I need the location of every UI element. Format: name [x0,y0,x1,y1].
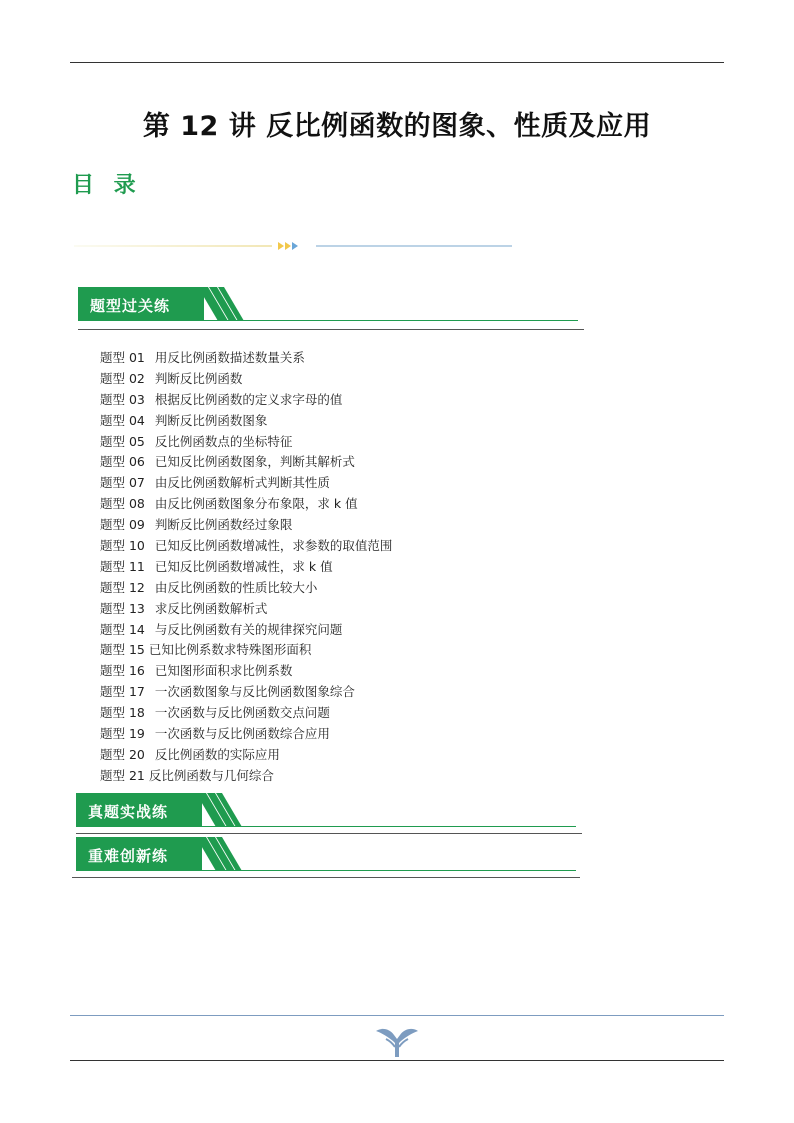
topic-number: 题型 17 [100,684,145,700]
section-label-practice: 题型过关练 [90,297,171,315]
topic-title: 由反比例函数的性质比较大小 [154,579,318,595]
topic-item[interactable] [100,390,392,411]
topic-number: 题型 14 [100,621,145,637]
topic-item[interactable] [100,536,392,557]
logo-icon [372,1025,422,1059]
topic-item[interactable] [100,703,392,724]
topic-title: 用反比例函数描述数量关系 [154,350,305,365]
topic-number: 题型 21 [100,767,145,783]
section-banner-practice [78,287,584,335]
divider-left-line [74,245,272,247]
topic-item[interactable] [100,432,392,453]
topic-item[interactable] [100,369,392,390]
topic-list [100,348,392,787]
topic-number: 题型 07 [100,475,145,491]
topic-title: 一次函数图象与反比例函数图象综合 [154,684,355,700]
topic-number: 题型 02 [100,370,145,386]
topic-number: 题型 20 [100,746,145,762]
topic-number: 题型 06 [100,454,145,470]
section-rule-practice [130,320,578,321]
divider-right-line [316,245,512,247]
topic-number: 题型 08 [100,496,145,512]
topic-item[interactable] [100,745,392,766]
topic-number: 题型 18 [100,705,145,721]
topic-title: 已知比例系数求特殊图形面积 [148,642,312,658]
topic-title: 判断反比例函数经过象限 [154,517,293,533]
topic-item[interactable] [100,515,392,536]
topic-title: 判断反比例函数 [154,370,243,386]
toc-heading: 目 录 [72,173,142,198]
topic-title: 一次函数与反比例函数综合应用 [154,726,330,742]
topic-item[interactable] [100,724,392,745]
page-title: 第 12 讲 反比例函数的图象、性质及应用 [142,111,652,142]
topic-number: 题型 03 [100,391,145,407]
topic-item[interactable] [100,620,392,641]
topic-number: 题型 09 [100,517,145,533]
topic-title: 已知反比例函数增减性，求 k 值 [154,558,333,574]
topic-item[interactable] [100,348,392,369]
topic-title: 反比例函数点的坐标特征 [154,433,293,449]
topic-item[interactable] [100,494,392,515]
topic-number: 题型 11 [100,558,145,574]
section-underline-practice [78,329,584,330]
topic-title: 反比例函数的实际应用 [154,746,280,762]
topic-number: 题型 13 [100,600,145,616]
topic-title: 与反比例函数有关的规律探究问题 [154,621,343,637]
section-rule-advanced [128,870,576,871]
topic-number: 题型 12 [100,579,145,595]
topic-title: 一次函数与反比例函数交点问题 [154,705,330,721]
topic-number: 题型 19 [100,726,145,742]
topic-item[interactable] [100,766,392,787]
topic-title: 已知反比例函数增减性，求参数的取值范围 [154,538,393,554]
topic-title: 已知反比例函数图象，判断其解析式 [154,454,355,470]
topic-item[interactable] [100,557,392,578]
topic-number: 题型 10 [100,538,145,554]
topic-item[interactable] [100,661,392,682]
topic-item[interactable] [100,599,392,620]
topic-item[interactable] [100,452,392,473]
topic-item[interactable] [100,411,392,432]
topic-item[interactable] [100,473,392,494]
topic-number: 题型 16 [100,663,145,679]
topic-title: 求反比例函数解析式 [154,600,268,616]
section-label-real-exam: 真题实战练 [88,803,169,821]
section-label-advanced: 重难创新练 [88,847,169,865]
topic-title: 反比例函数与几何综合 [148,767,274,783]
topic-title: 判断反比例函数图象 [154,412,268,428]
topic-title: 由反比例函数解析式判断其性质 [154,475,330,491]
topic-item[interactable] [100,640,392,661]
topic-number: 题型 01 [100,350,145,365]
topic-title: 已知图形面积求比例系数 [154,663,293,679]
footer-bottom-rule [70,1060,724,1061]
section-underline-advanced [72,877,580,878]
topic-title: 由反比例函数图象分布象限，求 k 值 [154,496,358,512]
double-arrow-divider-icon [276,238,304,254]
footer-rule [70,1015,724,1016]
topic-title: 根据反比例函数的定义求字母的值 [154,391,343,407]
topic-number: 题型 04 [100,412,145,428]
topic-number: 题型 05 [100,433,145,449]
topic-number: 题型 15 [100,642,145,658]
section-rule-real-exam [128,826,576,827]
topic-item[interactable] [100,682,392,703]
section-underline-real-exam [76,833,582,834]
header-rule [70,62,724,63]
topic-item[interactable] [100,578,392,599]
